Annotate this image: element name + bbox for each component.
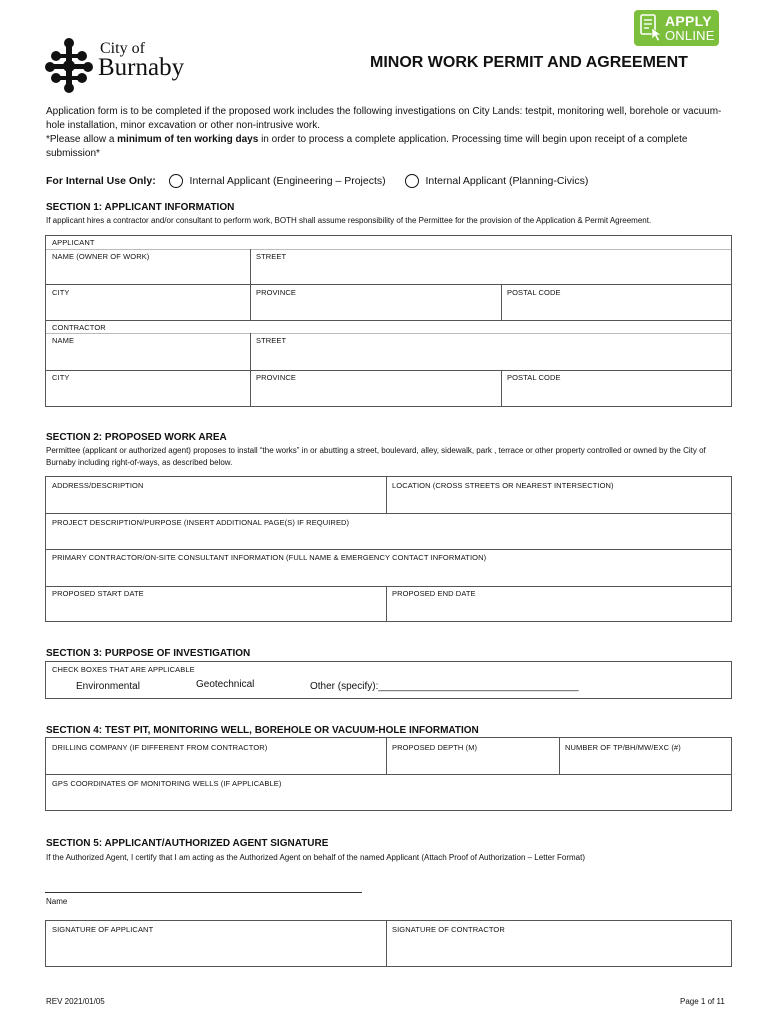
section3-title: SECTION 3: PURPOSE OF INVESTIGATION xyxy=(46,648,251,659)
contractor-city-field[interactable]: CITY xyxy=(52,373,70,382)
intro-line-2: *Please allow a minimum of ten working days in order to process a complete application. Processing time will begin upon receipt of a complete submission* xyxy=(46,134,688,159)
city-of-burnaby-logo xyxy=(44,36,185,94)
proposed-depth-field[interactable]: PROPOSED DEPTH (M) xyxy=(392,743,478,752)
contractor-postal-field[interactable]: POSTAL CODE xyxy=(507,373,561,382)
check-boxes-label: CHECK BOXES THAT ARE APPLICABLE xyxy=(52,665,195,674)
name-label: Name xyxy=(46,897,68,906)
section1-title: SECTION 1: APPLICANT INFORMATION xyxy=(46,202,235,213)
name-owner-field[interactable]: NAME (OWNER OF WORK) xyxy=(52,252,150,261)
intro-line-1: Application form is to be completed if the proposed work includes the following investigations on City Lands: testpit, monitoring well, borehole or vacuum-hole installation, minor excavation or other non-intrusive work. xyxy=(46,106,722,131)
section2-note: Permittee (applicant or authorized agent) proposes to install “the works” in or abutting a street, boulevard, alley, sidewalk, park , terrace or other property controlled or owned by the City of Burnaby including right-of-ways, as described below. xyxy=(46,446,706,467)
applicant-heading: APPLICANT xyxy=(52,238,95,247)
section5-title: SECTION 5: APPLICANT/AUTHORIZED AGENT SIGNATURE xyxy=(46,838,329,849)
contractor-province-field[interactable]: PROVINCE xyxy=(256,373,296,382)
applicant-street-field[interactable]: STREET xyxy=(256,252,287,261)
intro-emphasis: minimum of ten working days xyxy=(117,134,259,145)
end-date-field[interactable]: PROPOSED END DATE xyxy=(392,589,476,598)
signature-applicant-field[interactable]: SIGNATURE OF APPLICANT xyxy=(52,925,154,934)
section1-note: If applicant hires a contractor and/or consultant to perform work, BOTH shall assume responsibility of the Permittee for the provision of the Application & Permit Agreement. xyxy=(46,216,652,225)
apply-online-button[interactable] xyxy=(634,10,719,46)
apply-label: APPLY xyxy=(665,13,712,29)
name-signature-line[interactable] xyxy=(45,892,362,893)
section5-note: If the Authorized Agent, I certify that I am acting as the Authorized Agent on behalf of the named Applicant (Attach Proof of Authorization – Letter Format) xyxy=(46,853,585,862)
primary-contractor-field[interactable]: PRIMARY CONTRACTOR/ON-SITE CONSULTANT INFORMATION (FULL NAME & EMERGENCY CONTACT INFORMATION) xyxy=(52,553,487,562)
gps-coordinates-field[interactable]: GPS COORDINATES OF MONITORING WELLS (IF APPLICABLE) xyxy=(52,779,282,788)
other-specify-field[interactable]: Other (specify):____________________________________ xyxy=(310,681,579,692)
contractor-street-field[interactable]: STREET xyxy=(256,336,287,345)
radio-label-engineering: Internal Applicant (Engineering – Projects) xyxy=(189,174,386,187)
environmental-checkbox[interactable]: Environmental xyxy=(76,681,140,692)
applicant-city-field[interactable]: CITY xyxy=(52,288,70,297)
section4-title: SECTION 4: TEST PIT, MONITORING WELL, BOREHOLE OR VACUUM-HOLE INFORMATION xyxy=(46,725,479,736)
snowflake-tree-icon xyxy=(44,36,94,94)
online-label: ONLINE xyxy=(665,28,715,43)
internal-use-row xyxy=(46,174,646,188)
applicant-contractor-table xyxy=(45,235,732,407)
purpose-table xyxy=(45,661,732,699)
geotechnical-checkbox[interactable]: Geotechnical xyxy=(196,679,255,690)
project-description-field[interactable]: PROJECT DESCRIPTION/PURPOSE (INSERT ADDITIONAL PAGE(S) IF REQUIRED) xyxy=(52,518,350,527)
radio-internal-planning[interactable] xyxy=(405,174,419,188)
applicant-postal-field[interactable]: POSTAL CODE xyxy=(507,288,561,297)
applicant-province-field[interactable]: PROVINCE xyxy=(256,288,296,297)
intro-text xyxy=(46,105,726,161)
work-area-table xyxy=(45,476,732,622)
signature-table xyxy=(45,920,732,967)
internal-use-label: For Internal Use Only: xyxy=(46,174,156,187)
page-title: MINOR WORK PERMIT AND AGREEMENT xyxy=(370,54,688,71)
contractor-name-field[interactable]: NAME xyxy=(52,336,75,345)
form-cursor-icon xyxy=(639,14,663,42)
logo-burnaby: Burnaby xyxy=(98,54,185,81)
logo-city-of: City of xyxy=(100,40,145,57)
page-number: Page 1 of 11 xyxy=(680,997,725,1006)
radio-label-planning: Internal Applicant (Planning-Civics) xyxy=(425,174,589,187)
drilling-company-field[interactable]: DRILLING COMPANY (IF DIFFERENT FROM CONTRACTOR) xyxy=(52,743,268,752)
section2-title: SECTION 2: PROPOSED WORK AREA xyxy=(46,432,227,443)
radio-internal-engineering[interactable] xyxy=(169,174,183,188)
signature-contractor-field[interactable]: SIGNATURE OF CONTRACTOR xyxy=(392,925,505,934)
location-field[interactable]: LOCATION (CROSS STREETS OR NEAREST INTERSECTION) xyxy=(392,481,614,490)
revision-label: REV 2021/01/05 xyxy=(46,997,105,1006)
start-date-field[interactable]: PROPOSED START DATE xyxy=(52,589,144,598)
test-pit-table xyxy=(45,737,732,811)
address-field[interactable]: ADDRESS/DESCRIPTION xyxy=(52,481,144,490)
number-of-holes-field[interactable]: NUMBER OF TP/BH/MW/EXC (#) xyxy=(565,743,681,752)
contractor-heading: CONTRACTOR xyxy=(52,323,106,332)
